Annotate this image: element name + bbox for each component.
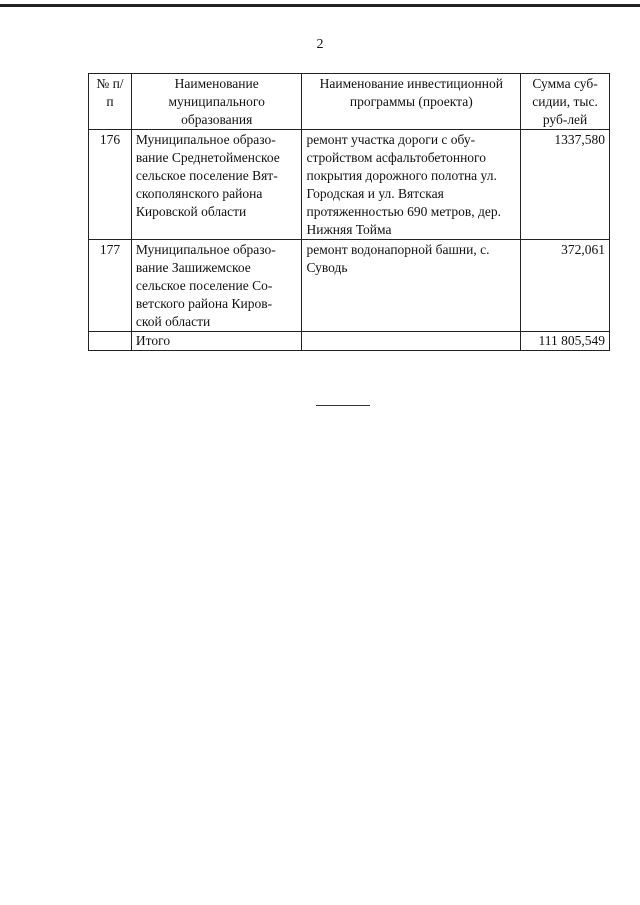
header-num: № п/п	[89, 74, 132, 130]
total-sum: 111 805,549	[521, 332, 610, 351]
row-sum: 372,061	[521, 240, 610, 332]
row-program: ремонт участка дороги с обу-стройством асфальтобетонного покрытия дорожного полотна ул. Городская и ул. Вятская протяженностью 690 метров, дер. Нижняя Тойма	[302, 130, 521, 240]
row-num: 176	[89, 130, 132, 240]
table-row	[89, 130, 610, 240]
row-sum: 1337,580	[521, 130, 610, 240]
end-of-document-line	[316, 405, 370, 406]
header-municipality: Наименование муниципального образования	[131, 74, 302, 130]
table-header-row	[89, 74, 610, 130]
total-empty-cell	[302, 332, 521, 351]
row-municipality: Муниципальное образо-вание Среднетойменское сельское поселение Вят-скополянского района Кировской области	[131, 130, 302, 240]
total-row	[89, 332, 610, 351]
row-municipality: Муниципальное образо-вание Зашижемское сельское поселение Со-ветского района Киров-ской области	[131, 240, 302, 332]
row-num: 177	[89, 240, 132, 332]
row-program: ремонт водонапорной башни, с. Суводь	[302, 240, 521, 332]
total-label: Итого	[131, 332, 302, 351]
header-sum: Сумма суб-сидии, тыс. руб-лей	[521, 74, 610, 130]
header-program: Наименование инвестиционной программы (проекта)	[302, 74, 521, 130]
table-row	[89, 240, 610, 332]
total-empty-cell	[89, 332, 132, 351]
page-number: 2	[316, 37, 324, 52]
subsidy-table	[88, 73, 610, 351]
top-border-line	[0, 4, 640, 7]
